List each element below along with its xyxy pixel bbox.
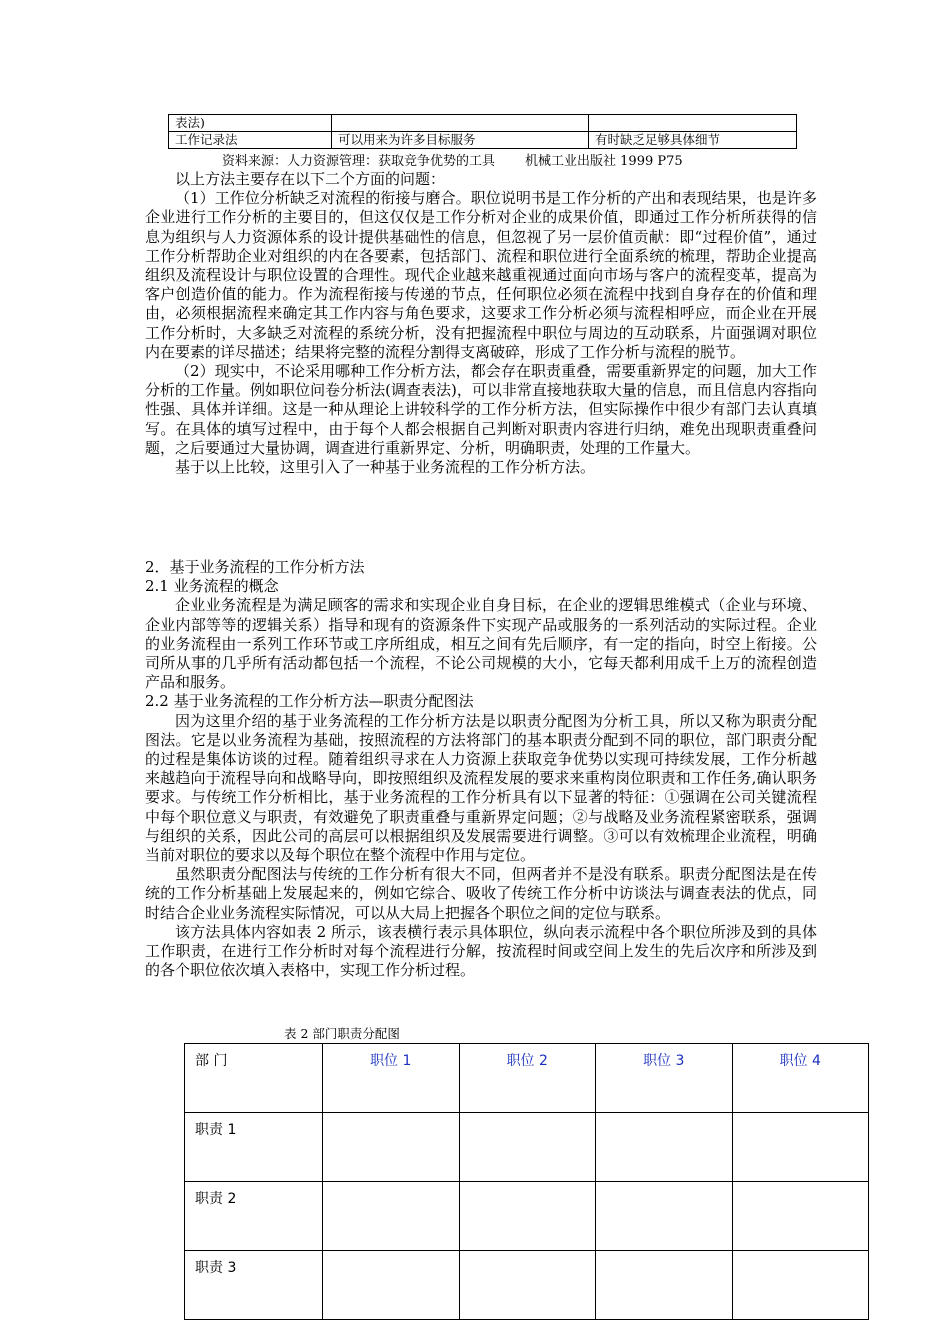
table-cell bbox=[732, 1182, 869, 1251]
table-cell bbox=[596, 1251, 733, 1320]
subsection-heading: 2.1 业务流程的概念 bbox=[145, 577, 279, 596]
source-note bbox=[222, 150, 683, 169]
section-heading: 2．基于业务流程的工作分析方法 bbox=[145, 558, 365, 576]
paragraph: 以上方法主要存在以下二个方面的问题： bbox=[175, 170, 446, 188]
paragraph: 虽然职责分配图法与传统的工作分析有很大不同，但两者并不是没有联系。职责分配图法是在传统的工作分析基础上发展起来的，例如它综合、吸收了传统工作分析中访谈法与调查表法的优点，同时结合企业业务流程实际情况，可以从大局上把握各个职位之间的定位与联系。 bbox=[145, 865, 817, 922]
table-cell bbox=[459, 1113, 596, 1182]
duty-label: 职责 2 bbox=[185, 1182, 323, 1251]
table-cell: 有时缺乏足够具体细节 bbox=[589, 132, 797, 149]
table-row bbox=[185, 1113, 869, 1182]
table-cell bbox=[596, 1182, 733, 1251]
paragraph: （2）现实中，不论采用哪种工作分析方法，都会存在职责重叠，需要重新界定的问题，加大工作分析的工作量。例如职位问卷分析法(调查表法)，可以非常直接地获取大量的信息，而且信息内容指向性强、具体并详细。这是一种从理论上讲较科学的工作分析方法，但实际操作中很少有部门去认真填写。在具体的填写过程中，由于每个人都会根据自己判断对职责内容进行归纳，难免出现职责重叠问题，之后要通过大量协调，调查进行重新界定、分析，明确职责，处理的工作量大。 bbox=[145, 362, 817, 457]
table-cell: 可以用来为许多目标服务 bbox=[332, 132, 589, 149]
table-cell bbox=[732, 1113, 869, 1182]
table-row bbox=[169, 115, 797, 132]
table-cell: 表法) bbox=[169, 115, 332, 132]
source-text: 资料来源：人力资源管理：获取竞争优势的工具 bbox=[222, 154, 496, 169]
table-cell bbox=[323, 1182, 460, 1251]
table-header-row bbox=[185, 1044, 869, 1113]
table-cell bbox=[589, 115, 797, 132]
corner-cell: 部 门 bbox=[185, 1044, 323, 1113]
position-header: 职位 4 bbox=[732, 1044, 869, 1113]
table-cell bbox=[332, 115, 589, 132]
table-cell bbox=[323, 1251, 460, 1320]
problems-section bbox=[145, 170, 817, 477]
position-header: 职位 3 bbox=[596, 1044, 733, 1113]
table-row bbox=[185, 1182, 869, 1251]
table-cell bbox=[459, 1251, 596, 1320]
source-publisher: 机械工业出版社 1999 P75 bbox=[525, 154, 683, 169]
table-row bbox=[185, 1251, 869, 1320]
method-comparison-table-fragment bbox=[168, 114, 797, 149]
paragraph: （1）工作位分析缺乏对流程的衔接与磨合。职位说明书是工作分析的产出和表现结果，也是许多企业进行工作分析的主要目的，但这仅仅是工作分析对企业的成果价值，即通过工作分析所获得的信息为组织与人力资源体系的设计提供基础性的信息，但忽视了另一层价值贡献：即“过程价值”，通过工作分析帮助企业对组织的内在各要素，包括部门、流程和职位进行全面系统的梳理，帮助企业提高组织及流程设计与职位设置的合理性。现代企业越来越重视通过面向市场与客户的流程变革，提高为客户创造价值的能力。作为流程衔接与传递的节点，任何职位必须在流程中找到自身存在的价值和理由，必须根据流程来确定其工作内容与角色要求，这要求工作分析必须与流程相呼应，而企业在开展工作分析时，大多缺乏对流程的系统分析，没有把握流程中职位与周边的互动联系，片面强调对职位内在要素的详尽描述；结果将完整的流程分割得支离破碎，形成了工作分析与流程的脱节。 bbox=[145, 189, 817, 361]
table-caption: 表 2 部门职责分配图 bbox=[284, 1026, 400, 1041]
paragraph: 企业业务流程是为满足顾客的需求和实现企业自身目标，在企业的逻辑思维模式（企业与环境、企业内部等等的逻辑关系）指导和现有的资源条件下实现产品或服务的一系列活动的实际过程。企业的业务流程由一系列工作环节或工序所组成，相互之间有先后顺序，有一定的指向，时空上衔接。公司所从事的几乎所有活动都包括一个流程，不论公司规模的大小，它每天都利用成千上万的流程创造产品和服务。 bbox=[145, 596, 817, 692]
subsection-heading: 2.2 基于业务流程的工作分析方法—职责分配图法 bbox=[145, 692, 474, 711]
responsibility-allocation-table bbox=[184, 1043, 869, 1320]
table-cell bbox=[596, 1113, 733, 1182]
position-header: 职位 1 bbox=[323, 1044, 460, 1113]
table-cell bbox=[323, 1113, 460, 1182]
table-cell bbox=[732, 1251, 869, 1320]
duty-label: 职责 1 bbox=[185, 1113, 323, 1182]
table-cell bbox=[459, 1182, 596, 1251]
position-header: 职位 2 bbox=[459, 1044, 596, 1113]
table-row bbox=[169, 132, 797, 149]
paragraph: 基于以上比较，这里引入了一种基于业务流程的工作分析方法。 bbox=[175, 458, 596, 477]
table-cell: 工作记录法 bbox=[169, 132, 332, 149]
paragraph: 因为这里介绍的基于业务流程的工作分析方法是以职责分配图为分析工具，所以又称为职责分配图法。它是以业务流程为基础，按照流程的方法将部门的基本职责分配到不同的职位，部门职责分配的过程是集体访谈的过程。随着组织寻求在人力资源上获取竞争优势以实现可持续发展，工作分析越来越趋向于流程导向和战略导向，即按照组织及流程发展的要求来重构岗位职责和工作任务,确认职务要求。与传统工作分析相比，基于业务流程的工作分析具有以下显著的特征：①强调在公司关键流程中每个职位意义与职责，有效避免了职责重叠与重新界定问题；②与战略及业务流程紧密联系，强调与组织的关系，因此公司的高层可以根据组织及发展需要进行调整。③可以有效梳理企业流程，明确当前对职位的要求以及每个职位在整个流程中作用与定位。 bbox=[145, 711, 817, 865]
paragraph: 该方法具体内容如表 2 所示，该表横行表示具体职位，纵向表示流程中各个职位所涉及到的具体工作职责，在进行工作分析时对每个流程进行分解，按流程时间或空间上发生的先后次序和所涉及到的各个职位依次填入表格中，实现工作分析过程。 bbox=[145, 922, 817, 980]
section-2 bbox=[145, 558, 817, 980]
duty-label: 职责 3 bbox=[185, 1251, 323, 1320]
